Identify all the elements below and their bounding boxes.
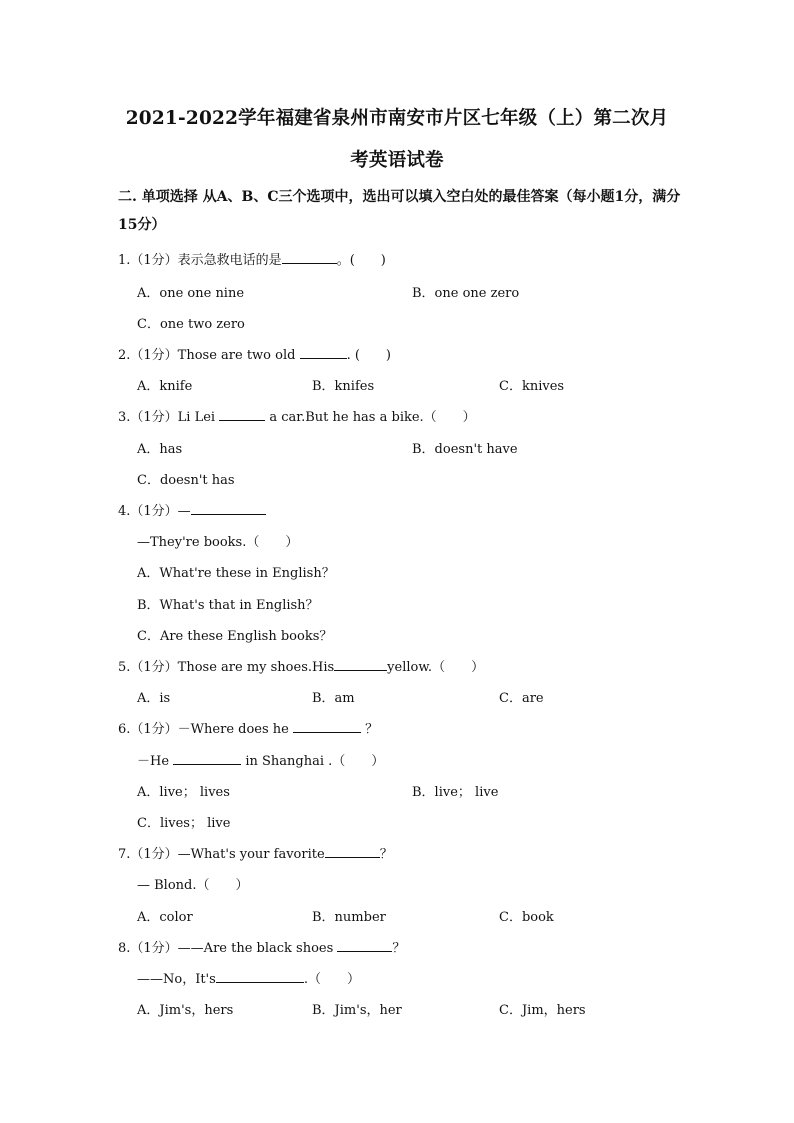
question-8-reply: ——No，It's .（ ）: [137, 972, 360, 987]
question-6-option-b: B．live； live: [412, 785, 499, 800]
question-7-option-a: A．color: [137, 910, 193, 925]
question-3-option-b: B．doesn't have: [412, 442, 518, 457]
question-6-stem: 6.（1分）－Where does he ？: [118, 722, 379, 737]
question-2-option-b: B．knifes: [312, 379, 375, 394]
answer-blank: [325, 845, 380, 858]
answer-blank: [216, 970, 304, 983]
question-4-option-a: A．What're these in English？: [137, 566, 335, 581]
question-4-reply: —They're books.（ ）: [137, 535, 299, 550]
question-8-option-b: B．Jim's，her: [312, 1003, 402, 1018]
question-5-stem: 5.（1分）Those are my shoes.His yellow.（ ）: [118, 660, 485, 675]
answer-blank: [173, 752, 241, 765]
question-1-option-b: B．one one zero: [412, 286, 520, 301]
question-4-option-b: B．What's that in English？: [137, 598, 319, 613]
question-7-stem: 7.（1分）—What's your favorite ？: [118, 847, 393, 862]
question-4-stem: 4.（1分）—: [118, 500, 266, 519]
question-5-option-b: B．am: [312, 691, 355, 706]
answer-blank: [282, 251, 337, 264]
question-4-option-c: C．Are these English books？: [137, 629, 333, 644]
question-8-option-a: A．Jim's，hers: [137, 1003, 234, 1018]
question-6-option-c: C．lives； live: [137, 816, 231, 831]
section-heading: 二. 单项选择 从A、B、C三个选项中，选出可以填入空白处的最佳答案（每小题1分，满分15分）: [118, 189, 681, 233]
question-3-option-c: C．doesn't has: [137, 473, 235, 488]
exam-title-line-1: 2021-2022学年福建省泉州市南安市片区七年级（上）第二次月: [125, 108, 669, 129]
question-5-option-a: A．is: [137, 691, 171, 706]
question-1-stem: 1.（1分）表示急救电话的是 。( ): [118, 253, 386, 268]
question-8-stem: 8.（1分）——Are the black shoes ？: [118, 941, 406, 956]
question-3-option-a: A．has: [137, 442, 183, 457]
answer-blank: [300, 346, 347, 359]
question-6-reply: －He in Shanghai .（ ）: [137, 754, 385, 769]
question-1-option-a: A．one one nine: [137, 286, 245, 301]
question-2-stem: 2.（1分）Those are two old . ( ): [118, 348, 392, 363]
answer-blank: [219, 408, 265, 421]
question-7-option-c: C．book: [499, 910, 554, 925]
question-2-option-c: C．knives: [499, 379, 565, 394]
question-7-option-b: B．number: [312, 910, 386, 925]
answer-blank: [337, 939, 392, 952]
question-7-reply: — Blond.（ ）: [137, 878, 249, 893]
question-2-option-a: A．knife: [137, 379, 193, 394]
question-1-option-c: C．one two zero: [137, 317, 245, 332]
question-8-option-c: C．Jim，hers: [499, 1003, 586, 1018]
answer-blank: [293, 720, 361, 733]
answer-blank: [191, 502, 266, 515]
question-3-stem: 3.（1分）Li Lei a car.But he has a bike.（ ）: [118, 410, 476, 425]
question-6-option-a: A．live； lives: [137, 785, 230, 800]
question-5-option-c: C．are: [499, 691, 544, 706]
answer-blank: [334, 658, 387, 671]
exam-title-line-2: 考英语试卷: [350, 150, 444, 171]
